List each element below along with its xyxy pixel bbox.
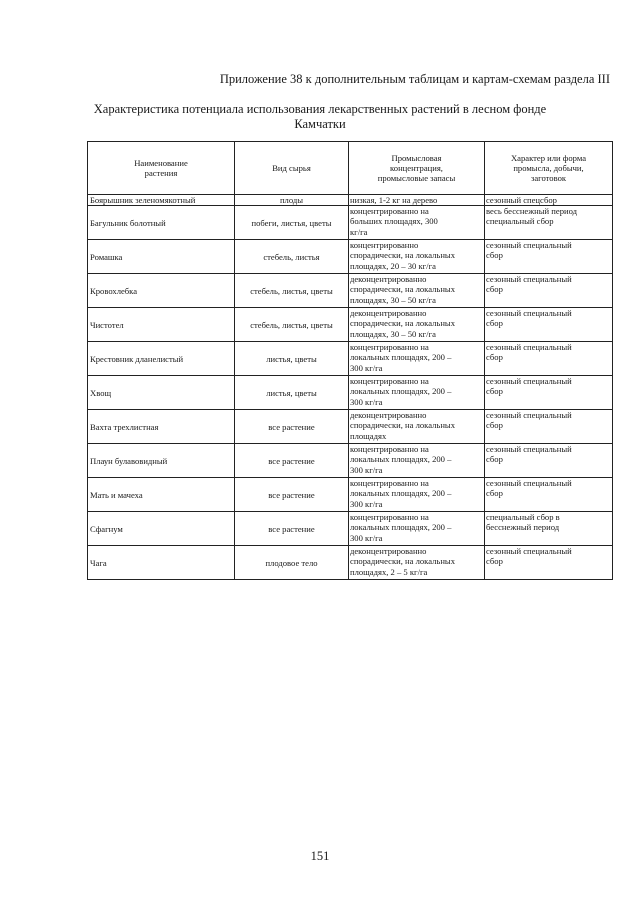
header-plant-name: [88, 142, 235, 195]
concentration-line: 300 кг/га: [350, 464, 383, 475]
harvest-form-line: сезонный спецсбор: [486, 195, 557, 205]
table-row: [88, 512, 613, 546]
header-concentration: [349, 142, 485, 195]
plant-name-cell: Крестовник дланелистый: [88, 342, 235, 376]
concentration-line: 300 кг/га: [350, 532, 383, 543]
concentration-line: спорадически, на локальных: [350, 556, 455, 567]
concentration-line: 300 кг/га: [350, 396, 383, 407]
concentration-cell: [349, 206, 485, 240]
header-concentration-line: Промысловая: [391, 152, 442, 163]
raw-type-cell: листья, цветы: [235, 376, 349, 410]
header-raw-type-line: Вид сырья: [272, 162, 311, 173]
plant-name-cell: Хвощ: [88, 376, 235, 410]
harvest-form-cell: [485, 342, 613, 376]
concentration-line: концентрированно на: [350, 376, 429, 387]
concentration-cell: [349, 512, 485, 546]
harvest-form-line: сезонный специальный: [486, 376, 572, 387]
table-row: [88, 274, 613, 308]
table-row: [88, 444, 613, 478]
harvest-form-line: сбор: [486, 284, 503, 295]
concentration-line: локальных площадях, 200 –: [350, 454, 452, 465]
raw-type-cell: листья, цветы: [235, 342, 349, 376]
harvest-form-cell: [485, 376, 613, 410]
header-harvest-form-line: промысла, добычи,: [513, 162, 584, 173]
concentration-line: площадях, 2 – 5 кг/га: [350, 566, 428, 577]
concentration-line: площадях: [350, 430, 387, 441]
plant-name-cell: Кровохлебка: [88, 274, 235, 308]
raw-type-cell: все растение: [235, 410, 349, 444]
plant-name-cell: Мать и мачеха: [88, 478, 235, 512]
header-harvest-form-line: Характер или форма: [510, 152, 587, 163]
concentration-line: спорадически, на локальных: [350, 284, 455, 295]
raw-type-cell: побеги, листья, цветы: [235, 206, 349, 240]
raw-type-cell: все растение: [235, 444, 349, 478]
concentration-cell: [349, 342, 485, 376]
harvest-form-line: сбор: [486, 386, 503, 397]
harvest-form-line: сезонный специальный: [486, 444, 572, 455]
concentration-cell: [349, 444, 485, 478]
raw-type-cell: плодовое тело: [235, 546, 349, 580]
harvest-form-line: сезонный специальный: [486, 274, 572, 285]
concentration-line: концентрированно: [350, 240, 419, 251]
header-harvest-form: [485, 142, 613, 195]
concentration-line: 300 кг/га: [350, 362, 383, 373]
plant-name-cell: Боярышник зеленомякотный: [88, 195, 235, 206]
harvest-form-cell: [485, 206, 613, 240]
harvest-form-cell: [485, 546, 613, 580]
harvest-form-line: сбор: [486, 420, 503, 431]
concentration-line: локальных площадях, 200 –: [350, 386, 452, 397]
table-row: [88, 546, 613, 580]
harvest-form-cell: [485, 195, 613, 206]
concentration-cell: [349, 410, 485, 444]
header-plant-name-line: растения: [144, 168, 178, 178]
header-harvest-form-line: заготовок: [530, 173, 567, 184]
concentration-line: спорадически, на локальных: [350, 420, 455, 431]
concentration-line: кг/га: [350, 226, 368, 237]
plant-name-cell: Ромашка: [88, 240, 235, 274]
raw-type-cell: стебель, листья, цветы: [235, 274, 349, 308]
harvest-form-line: бесснежный период: [486, 522, 560, 533]
harvest-form-cell: [485, 444, 613, 478]
table-row: [88, 410, 613, 444]
concentration-cell: [349, 308, 485, 342]
concentration-line: больших площадях, 300: [350, 216, 438, 227]
harvest-form-line: сбор: [486, 250, 503, 261]
harvest-form-cell: [485, 308, 613, 342]
harvest-form-line: сезонный специальный: [486, 410, 572, 421]
table-row: [88, 376, 613, 410]
concentration-line: концентрированно на: [350, 478, 429, 489]
concentration-cell: [349, 546, 485, 580]
title-line-1: Характеристика потенциала использования лекарственных растений в лесном фонде: [93, 102, 547, 116]
plants-table: [87, 141, 613, 580]
plant-name-cell: Чага: [88, 546, 235, 580]
table-row: [88, 195, 613, 206]
concentration-line: деконцентрированно: [350, 546, 427, 557]
raw-type-cell: все растение: [235, 478, 349, 512]
harvest-form-line: сбор: [486, 556, 503, 567]
table-row: [88, 240, 613, 274]
raw-type-cell: плоды: [235, 195, 349, 206]
table-row: [88, 206, 613, 240]
concentration-line: площадях, 30 – 50 кг/га: [350, 294, 436, 305]
harvest-form-line: сезонный специальный: [486, 308, 572, 319]
harvest-form-line: сбор: [486, 352, 503, 363]
plant-name-cell: Багульник болотный: [88, 206, 235, 240]
raw-type-cell: стебель, листья: [235, 240, 349, 274]
harvest-form-line: специальный сбор: [486, 216, 554, 227]
raw-type-cell: стебель, листья, цветы: [235, 308, 349, 342]
plant-name-cell: Сфагнум: [88, 512, 235, 546]
concentration-line: концентрированно на: [350, 342, 429, 353]
harvest-form-line: сбор: [486, 488, 503, 499]
concentration-line: спорадически, на локальных: [350, 250, 455, 261]
harvest-form-cell: [485, 478, 613, 512]
plant-name-cell: Чистотел: [88, 308, 235, 342]
table-row: [88, 342, 613, 376]
appendix-note: Приложение 38 к дополнительным таблицам и картам-схемам раздела III: [219, 72, 610, 86]
raw-type-cell: все растение: [235, 512, 349, 546]
title-line-2: Камчатки: [294, 117, 346, 131]
concentration-line: концентрированно на: [350, 512, 429, 523]
table-header-row: [88, 142, 613, 195]
concentration-line: локальных площадях, 200 –: [350, 352, 452, 363]
concentration-line: деконцентрированно: [350, 410, 427, 421]
table-row: [88, 478, 613, 512]
harvest-form-line: сезонный специальный: [486, 240, 572, 251]
harvest-form-line: сезонный специальный: [486, 478, 572, 489]
concentration-cell: [349, 478, 485, 512]
concentration-cell: [349, 274, 485, 308]
table-row: [88, 308, 613, 342]
harvest-form-line: сбор: [486, 454, 503, 465]
header-concentration-line: концентрация,: [390, 162, 443, 173]
concentration-line: площадях, 30 – 50 кг/га: [350, 328, 436, 339]
harvest-form-cell: [485, 410, 613, 444]
concentration-line: концентрированно на: [350, 206, 429, 217]
header-concentration-line: промысловые запасы: [377, 173, 456, 184]
harvest-form-line: сезонный специальный: [486, 546, 572, 557]
concentration-line: деконцентрированно: [350, 308, 427, 319]
harvest-form-line: весь бесснежный период: [486, 206, 578, 217]
concentration-line: локальных площадях, 200 –: [350, 522, 452, 533]
concentration-line: низкая, 1-2 кг на дерево: [350, 195, 438, 205]
harvest-form-cell: [485, 512, 613, 546]
plant-name-cell: Плаун булавовидный: [88, 444, 235, 478]
concentration-line: спорадически, на локальных: [350, 318, 455, 329]
concentration-cell: [349, 376, 485, 410]
page-number: 151: [310, 849, 330, 863]
plant-name-cell: Вахта трехлистная: [88, 410, 235, 444]
harvest-form-line: специальный сбор в: [486, 512, 560, 523]
harvest-form-line: сезонный специальный: [486, 342, 572, 353]
concentration-cell: [349, 240, 485, 274]
concentration-line: локальных площадях, 200 –: [350, 488, 452, 499]
concentration-line: площадях, 20 – 30 кг/га: [350, 260, 436, 271]
harvest-form-cell: [485, 274, 613, 308]
header-plant-name-line: Наименование: [134, 157, 188, 168]
concentration-line: концентрированно на: [350, 444, 429, 455]
page-title: [0, 102, 640, 132]
concentration-cell: [349, 195, 485, 206]
concentration-line: деконцентрированно: [350, 274, 427, 285]
header-raw-type: [235, 142, 349, 195]
harvest-form-cell: [485, 240, 613, 274]
harvest-form-line: сбор: [486, 318, 503, 329]
concentration-line: 300 кг/га: [350, 498, 383, 509]
